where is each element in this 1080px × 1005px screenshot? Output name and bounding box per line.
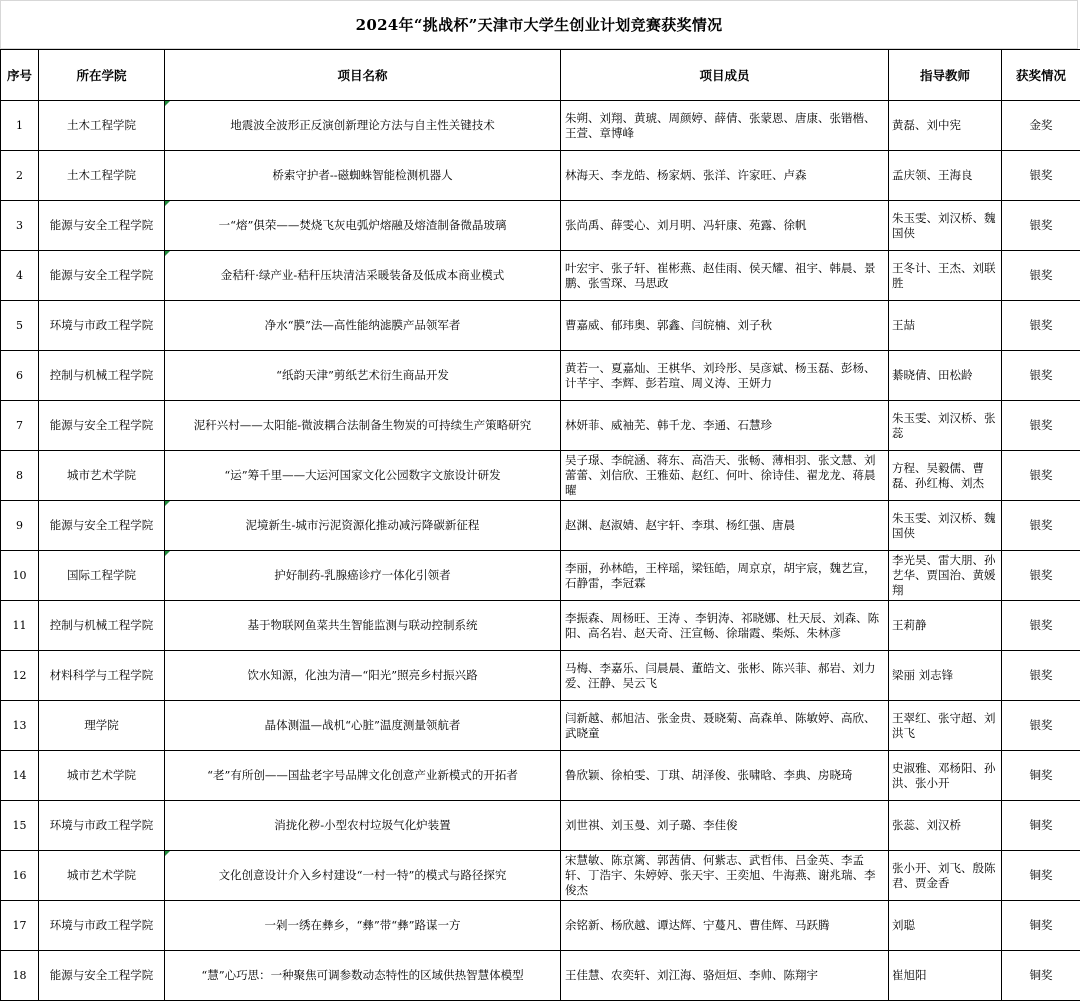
cell-award: 银奖 [1002, 201, 1080, 251]
cell-award: 银奖 [1002, 701, 1080, 751]
cell-college: 控制与机械工程学院 [39, 601, 165, 651]
header-award: 获奖情况 [1002, 50, 1080, 101]
cell-award: 金奖 [1002, 101, 1080, 151]
cell-college: 控制与机械工程学院 [39, 351, 165, 401]
cell-seq: 16 [1, 851, 39, 901]
cell-advisor: 朱玉雯、刘汉桥、魏国侠 [889, 201, 1002, 251]
cell-project: 消拢化秽-小型农村垃圾气化炉装置 [165, 801, 561, 851]
cell-members: 马梅、李嘉乐、闫晨晨、董皓文、张彬、陈兴菲、郝岩、刘力爱、汪静、吴云飞 [561, 651, 889, 701]
cell-members: 朱朔、刘翔、黄琥、周颜婷、薛倩、张蒙恩、唐康、张锴楷、王萱、章博峰 [561, 101, 889, 151]
table-row [1, 901, 1080, 951]
cell-marker-icon [165, 251, 170, 256]
cell-college: 材料科学与工程学院 [39, 651, 165, 701]
header-seq: 序号 [1, 50, 39, 101]
cell-seq: 17 [1, 901, 39, 951]
cell-award: 铜奖 [1002, 951, 1080, 1001]
cell-seq: 9 [1, 501, 39, 551]
cell-seq: 11 [1, 601, 39, 651]
cell-seq: 10 [1, 551, 39, 601]
cell-award: 银奖 [1002, 151, 1080, 201]
cell-advisor: 王莉静 [889, 601, 1002, 651]
cell-award: 银奖 [1002, 551, 1080, 601]
table-row [1, 251, 1080, 301]
cell-college: 能源与安全工程学院 [39, 401, 165, 451]
cell-marker-icon [165, 201, 170, 206]
cell-college: 能源与安全工程学院 [39, 251, 165, 301]
table-row [1, 651, 1080, 701]
table-row [1, 551, 1080, 601]
cell-advisor: 崔旭阳 [889, 951, 1002, 1001]
cell-members: 李丽，孙林皓，王梓瑶，梁钰皓，周京京，胡宇宸，魏艺宣，石静雷，李冠霖 [561, 551, 889, 601]
cell-project: 饮水知源，化浊为清—“阳光”照亮乡村振兴路 [165, 651, 561, 701]
cell-award: 铜奖 [1002, 851, 1080, 901]
cell-seq: 15 [1, 801, 39, 851]
cell-project: 晶体测温—战机“心脏”温度测量领航者 [165, 701, 561, 751]
table-row [1, 401, 1080, 451]
cell-project: 泥境新生-城市污泥资源化推动减污降碳新征程 [165, 501, 561, 551]
table-row [1, 151, 1080, 201]
cell-seq: 14 [1, 751, 39, 801]
cell-college: 环境与市政工程学院 [39, 301, 165, 351]
cell-marker-icon [165, 851, 170, 856]
cell-members: 黄若一、夏嘉灿、王棋华、刘玲彤、吴彦斌、杨玉磊、彭杨、计芊宇、李辉、彭若瑄、周义涛、王妍力 [561, 351, 889, 401]
cell-project: “运”筹千里——大运河国家文化公园数字文旅设计研发 [165, 451, 561, 501]
table-header-row [1, 50, 1080, 101]
sheet-title: 2024年“挑战杯”天津市大学生创业计划竞赛获奖情况 [0, 0, 1078, 49]
table-row [1, 101, 1080, 151]
cell-award: 银奖 [1002, 401, 1080, 451]
cell-members: 李振森、周杨旺、王涛 、李钥涛、祁晓娜、杜天辰、刘森、陈阳、高名岩、赵天奇、汪宣畅、徐瑞霞、柴烁、朱林彦 [561, 601, 889, 651]
table-row [1, 451, 1080, 501]
cell-seq: 18 [1, 951, 39, 1001]
cell-college: 环境与市政工程学院 [39, 801, 165, 851]
cell-seq: 2 [1, 151, 39, 201]
cell-advisor: 梁丽 刘志锋 [889, 651, 1002, 701]
cell-award: 铜奖 [1002, 901, 1080, 951]
cell-project: 桥索守护者--磁蜘蛛智能检测机器人 [165, 151, 561, 201]
cell-project: 护好制药-乳腺癌诊疗一体化引领者 [165, 551, 561, 601]
cell-marker-icon [165, 101, 170, 106]
header-project: 项目名称 [165, 50, 561, 101]
cell-college: 理学院 [39, 701, 165, 751]
table-row [1, 351, 1080, 401]
cell-advisor: 张小开、刘飞、殷陈君、贾金香 [889, 851, 1002, 901]
cell-members: 林妍菲、威袖芜、韩千龙、李通、石慧珍 [561, 401, 889, 451]
cell-members: 曹嘉威、郁玮奥、郭鑫、闫皖楠、刘子秋 [561, 301, 889, 351]
table-row [1, 851, 1080, 901]
cell-advisor: 黄磊、刘中宪 [889, 101, 1002, 151]
cell-college: 城市艺术学院 [39, 751, 165, 801]
table-row [1, 801, 1080, 851]
cell-members: 闫新越、郝旭洁、张金贵、聂晓菊、高森单、陈敏婷、高欣、武晓童 [561, 701, 889, 751]
cell-advisor: 王喆 [889, 301, 1002, 351]
cell-members: 赵渊、赵淑婧、赵宇轩、李琪、杨红强、唐晨 [561, 501, 889, 551]
cell-project: 文化创意设计介入乡村建设“一村一特”的模式与路径探究 [165, 851, 561, 901]
cell-members: 王佳慧、农奕轩、刘江海、骆烜烜、李帅、陈翔宇 [561, 951, 889, 1001]
cell-college: 土木工程学院 [39, 101, 165, 151]
cell-award: 银奖 [1002, 251, 1080, 301]
table-row [1, 601, 1080, 651]
cell-advisor: 张蕊、刘汉桥 [889, 801, 1002, 851]
cell-college: 能源与安全工程学院 [39, 951, 165, 1001]
cell-seq: 13 [1, 701, 39, 751]
header-college: 所在学院 [39, 50, 165, 101]
cell-members: 吴子璟、李皖涵、蒋东、高浩天、张畅、薄相羽、张文慧、刘蕾蕾、刘信欣、王雅茹、赵红、何叶、徐诗佳、翟龙龙、蒋晨曜 [561, 451, 889, 501]
cell-advisor: 綦晓倩、田松龄 [889, 351, 1002, 401]
cell-award: 银奖 [1002, 601, 1080, 651]
cell-award: 银奖 [1002, 301, 1080, 351]
cell-college: 土木工程学院 [39, 151, 165, 201]
table-row [1, 951, 1080, 1001]
cell-marker-icon [165, 501, 170, 506]
cell-members: 叶宏宇、张子轩、崔彬燕、赵佳雨、侯天耀、祖宇、韩晨、景鹏、张雪琛、马思政 [561, 251, 889, 301]
cell-project: 一“熔”俱荣——焚烧飞灰电弧炉熔融及熔渣制备微晶玻璃 [165, 201, 561, 251]
cell-project: “慧”心巧思：一种聚焦可调参数动态特性的区域供热智慧体模型 [165, 951, 561, 1001]
cell-members: 张尚禹、薛雯心、刘月明、冯轩康、苑露、徐帆 [561, 201, 889, 251]
cell-members: 林海天、李龙皓、杨家炳、张洋、许家旺、卢森 [561, 151, 889, 201]
cell-members: 余铭新、杨欣越、谭达辉、宁蔓凡、曹佳辉、马跃腾 [561, 901, 889, 951]
cell-award: 银奖 [1002, 501, 1080, 551]
cell-advisor: 李光昊、雷大朋、孙艺华、贾国治、黄媛翔 [889, 551, 1002, 601]
table-row [1, 751, 1080, 801]
cell-project: “纸韵天津”剪纸艺术衍生商品开发 [165, 351, 561, 401]
cell-advisor: 方程、吴毅儒、曹磊、孙红梅、刘杰 [889, 451, 1002, 501]
cell-award: 银奖 [1002, 451, 1080, 501]
cell-seq: 1 [1, 101, 39, 151]
cell-advisor: 史淑雅、邓杨阳、孙洪、张小开 [889, 751, 1002, 801]
header-advisor: 指导教师 [889, 50, 1002, 101]
cell-seq: 8 [1, 451, 39, 501]
cell-college: 环境与市政工程学院 [39, 901, 165, 951]
cell-project: 金秸秆·绿产业-秸秆压块清洁采暖装备及低成本商业模式 [165, 251, 561, 301]
table-body [1, 101, 1080, 1001]
cell-college: 国际工程学院 [39, 551, 165, 601]
cell-project: 一剁一绣在彝乡，“彝”带“彝”路谋一方 [165, 901, 561, 951]
cell-college: 能源与安全工程学院 [39, 501, 165, 551]
cell-project: 净水“膜”法—高性能纳滤膜产品领军者 [165, 301, 561, 351]
cell-seq: 4 [1, 251, 39, 301]
cell-project: 地震波全波形正反演创新理论方法与自主性关键技术 [165, 101, 561, 151]
cell-project: 基于物联网鱼菜共生智能监测与联动控制系统 [165, 601, 561, 651]
table-row [1, 701, 1080, 751]
cell-advisor: 刘聪 [889, 901, 1002, 951]
cell-advisor: 王翠红、张守超、刘洪飞 [889, 701, 1002, 751]
cell-college: 城市艺术学院 [39, 851, 165, 901]
cell-seq: 12 [1, 651, 39, 701]
cell-advisor: 朱玉雯、刘汉桥、张蕊 [889, 401, 1002, 451]
cell-advisor: 孟庆领、王海良 [889, 151, 1002, 201]
cell-members: 宋慧敏、陈京篱、郭茜倩、何紫志、武哲伟、吕金英、李孟轩、丁浩宇、朱婷婷、张天宇、王奕旭、牛海燕、谢兆瑞、李俊杰 [561, 851, 889, 901]
cell-seq: 3 [1, 201, 39, 251]
cell-award: 铜奖 [1002, 751, 1080, 801]
cell-marker-icon [165, 551, 170, 556]
cell-project: “老”有所创——国盐老字号品牌文化创意产业新模式的开拓者 [165, 751, 561, 801]
table-row [1, 201, 1080, 251]
cell-award: 银奖 [1002, 351, 1080, 401]
table-row [1, 501, 1080, 551]
cell-advisor: 朱玉雯、刘汉桥、魏国侠 [889, 501, 1002, 551]
cell-project: 泥秆兴村——太阳能-微波耦合法制备生物炭的可持续生产策略研究 [165, 401, 561, 451]
cell-seq: 7 [1, 401, 39, 451]
table-row [1, 301, 1080, 351]
header-members: 项目成员 [561, 50, 889, 101]
cell-award: 铜奖 [1002, 801, 1080, 851]
award-table [0, 49, 1080, 1001]
cell-college: 城市艺术学院 [39, 451, 165, 501]
cell-seq: 6 [1, 351, 39, 401]
cell-seq: 5 [1, 301, 39, 351]
cell-award: 银奖 [1002, 651, 1080, 701]
cell-advisor: 王冬计、王杰、刘联胜 [889, 251, 1002, 301]
cell-college: 能源与安全工程学院 [39, 201, 165, 251]
cell-members: 刘世祺、刘玉曼、刘子璐、李佳俊 [561, 801, 889, 851]
cell-members: 鲁欣颖、徐柏雯、丁琪、胡泽俊、张啸晗、李典、房晓琦 [561, 751, 889, 801]
